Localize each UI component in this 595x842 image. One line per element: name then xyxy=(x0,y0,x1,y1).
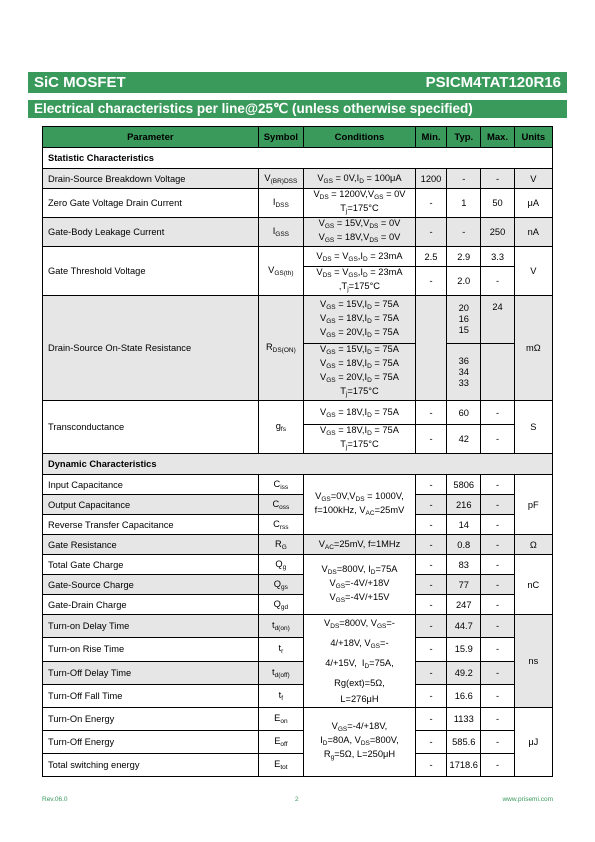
condition-cell: $V_{DS} = 1200V,V_{GS} = 0V$ $T_j=175^\circ C$ xyxy=(304,189,416,218)
col-header: Max. xyxy=(481,127,514,148)
param-cell: Turn-on Delay Time xyxy=(43,615,259,638)
typ-cell: 60 xyxy=(447,401,481,425)
footer-page-number: 2 xyxy=(295,796,299,803)
param-cell: Turn-On Energy xyxy=(43,708,259,731)
min-cell: - xyxy=(415,401,446,425)
min-cell: - xyxy=(415,515,446,535)
condition-cell: $V_{DS}=800V$, $V_{GS}=-$ 4/+18V, $V_{GS}=-$ 4/+15V, $I_D=75A$, Rg(ext)=5Ω, L=276μH xyxy=(304,615,416,708)
max-cell: - xyxy=(481,475,514,495)
unit-cell: S xyxy=(514,401,552,454)
table-row xyxy=(43,661,553,684)
section-label: Dynamic Characteristics xyxy=(43,454,553,475)
unit-cell: μJ xyxy=(514,708,552,777)
condition-cell: $V_{GS} = 15V,V_{DS} = 0V$ $V_{GS} = 18V,V_{DS} = 0V$ xyxy=(304,218,416,247)
typ-cell: 49.2 xyxy=(447,661,481,684)
title-bar xyxy=(28,72,567,93)
min-cell xyxy=(415,296,446,401)
col-header: Parameter xyxy=(43,127,259,148)
typ-cell: 77 xyxy=(447,575,481,595)
section-label: Statistic Characteristics xyxy=(43,148,553,169)
symbol-cell: $t_{d(off)}$ xyxy=(258,661,303,684)
unit-cell: V xyxy=(514,247,552,296)
typ-cell: 83 xyxy=(447,555,481,575)
symbol-cell: $E_{tot}$ xyxy=(258,754,303,777)
unit-cell: V xyxy=(514,169,552,189)
table-row xyxy=(43,515,553,535)
typ-cell: 585.6 xyxy=(447,731,481,754)
product-type: SiC MOSFET xyxy=(34,74,126,91)
symbol-cell: $V_{(BR)DSS}$ xyxy=(258,169,303,189)
typ-cell: 42 xyxy=(447,425,481,454)
min-cell: - xyxy=(415,495,446,515)
unit-cell: ns xyxy=(514,615,552,708)
symbol-cell: $C_{oss}$ xyxy=(258,495,303,515)
condition-cell: $V_{AC}=25mV$, f=1MHz xyxy=(304,535,416,555)
max-cell: - xyxy=(481,515,514,535)
min-cell: - xyxy=(415,661,446,684)
table-row xyxy=(43,296,553,344)
typ-cell: 14 xyxy=(447,515,481,535)
symbol-cell: $g_{fs}$ xyxy=(258,401,303,454)
col-header: Typ. xyxy=(447,127,481,148)
param-cell: Gate-Drain Charge xyxy=(43,595,259,615)
table-row xyxy=(43,495,553,515)
symbol-cell: $t_{d(on)}$ xyxy=(258,615,303,638)
section-row-static xyxy=(43,148,553,169)
symbol-cell: $E_{on}$ xyxy=(258,708,303,731)
max-cell: 3.3 xyxy=(481,247,514,267)
table-row xyxy=(43,731,553,754)
table-row xyxy=(43,189,553,218)
min-cell: - xyxy=(415,535,446,555)
max-cell: - xyxy=(481,615,514,638)
unit-cell: Ω xyxy=(514,535,552,555)
typ-cell: 5806 xyxy=(447,475,481,495)
max-cell: - xyxy=(481,535,514,555)
max-cell: 24 xyxy=(481,296,514,344)
table-row xyxy=(43,218,553,247)
footer-revision: Rev.06.0 xyxy=(42,796,68,803)
min-cell: - xyxy=(415,708,446,731)
symbol-cell: $C_{iss}$ xyxy=(258,475,303,495)
symbol-cell: $I_{GSS}$ xyxy=(258,218,303,247)
condition-cell: $V_{DS} = V_{GS},I_D = 23mA$ xyxy=(304,247,416,267)
param-cell: Turn-on Rise Time xyxy=(43,638,259,661)
min-cell: - xyxy=(415,475,446,495)
symbol-cell: $t_f$ xyxy=(258,684,303,707)
max-cell: - xyxy=(481,575,514,595)
max-cell: - xyxy=(481,169,514,189)
max-cell: - xyxy=(481,708,514,731)
typ-cell: 1133 xyxy=(447,708,481,731)
typ-cell: - xyxy=(447,169,481,189)
typ-cell: 44.7 xyxy=(447,615,481,638)
typ-cell: 2.0 xyxy=(447,267,481,296)
table-row xyxy=(43,555,553,575)
col-header: Min. xyxy=(415,127,446,148)
col-header: Units xyxy=(514,127,552,148)
condition-cell: $V_{DS}=800V$, $I_D=75A$ $V_{GS}=-4V/+18V$ $V_{GS}=-4V/+15V$ xyxy=(304,555,416,615)
condition-cell: $V_{DS} = V_{GS},I_D = 23mA$ $,T_j=175^\circ C$ xyxy=(304,267,416,296)
unit-cell: μA xyxy=(514,189,552,218)
table-row xyxy=(43,754,553,777)
condition-cell: $V_{GS} = 18V,I_D = 75A$ xyxy=(304,401,416,425)
max-cell: - xyxy=(481,661,514,684)
param-cell: Drain-Source Breakdown Voltage xyxy=(43,169,259,189)
max-cell: - xyxy=(481,425,514,454)
unit-cell: nC xyxy=(514,555,552,615)
table-row xyxy=(43,169,553,189)
symbol-cell: $R_G$ xyxy=(258,535,303,555)
table-row xyxy=(43,595,553,615)
min-cell: - xyxy=(415,218,446,247)
max-cell: - xyxy=(481,754,514,777)
max-cell: - xyxy=(481,684,514,707)
typ-cell: - xyxy=(447,218,481,247)
param-cell: Gate-Body Leakage Current xyxy=(43,218,259,247)
min-cell: - xyxy=(415,595,446,615)
section-title-bar xyxy=(28,100,567,118)
part-number: PSICM4TAT120R16 xyxy=(425,74,561,91)
param-cell: Transconductance xyxy=(43,401,259,454)
col-header: Conditions xyxy=(304,127,416,148)
symbol-cell: $C_{rss}$ xyxy=(258,515,303,535)
max-cell: 50 xyxy=(481,189,514,218)
table-header-row xyxy=(43,127,553,148)
typ-cell: 0.8 xyxy=(447,535,481,555)
table-row xyxy=(43,575,553,595)
condition-cell: $V_{GS} = 18V,I_D = 75A$ $T_j=175^\circ C$ xyxy=(304,425,416,454)
typ-cell: 1 xyxy=(447,189,481,218)
condition-cell: $V_{GS}=0V,V_{DS} = 1000V$, f=100kHz, $V_{AC}=25mV$ xyxy=(304,475,416,535)
param-cell: Output Capacitance xyxy=(43,495,259,515)
min-cell: - xyxy=(415,615,446,638)
symbol-cell: $Q_g$ xyxy=(258,555,303,575)
param-cell: Total Gate Charge xyxy=(43,555,259,575)
condition-cell: $V_{GS} = 15V,I_D = 75A$ $V_{GS} = 18V,I_D = 75A$ $V_{GS} = 20V,I_D = 75A$ $T_j=175^\circ C$ xyxy=(304,344,416,401)
max-cell: - xyxy=(481,555,514,575)
param-cell: Gate Threshold Voltage xyxy=(43,247,259,296)
max-cell: - xyxy=(481,595,514,615)
table-row xyxy=(43,475,553,495)
table-row xyxy=(43,684,553,707)
min-cell: - xyxy=(415,575,446,595)
min-cell: - xyxy=(415,638,446,661)
symbol-cell: $Q_{gs}$ xyxy=(258,575,303,595)
param-cell: Zero Gate Voltage Drain Current xyxy=(43,189,259,218)
param-cell: Turn-Off Delay Time xyxy=(43,661,259,684)
min-cell: - xyxy=(415,189,446,218)
electrical-characteristics-table xyxy=(42,126,553,777)
symbol-cell: $I_{DSS}$ xyxy=(258,189,303,218)
min-cell: - xyxy=(415,731,446,754)
symbol-cell: $t_r$ xyxy=(258,638,303,661)
typ-cell: 16.6 xyxy=(447,684,481,707)
max-cell: - xyxy=(481,267,514,296)
table-row xyxy=(43,247,553,267)
table-row xyxy=(43,708,553,731)
max-cell xyxy=(481,344,514,401)
typ-cell: 247 xyxy=(447,595,481,615)
section-title: Electrical characteristics per line@25℃ (unless otherwise specified) xyxy=(34,101,473,116)
max-cell: - xyxy=(481,495,514,515)
symbol-cell: $R_{DS(ON)}$ xyxy=(258,296,303,401)
max-cell: - xyxy=(481,638,514,661)
min-cell: 1200 xyxy=(415,169,446,189)
max-cell: 250 xyxy=(481,218,514,247)
param-cell: Gate-Source Charge xyxy=(43,575,259,595)
col-header: Symbol xyxy=(258,127,303,148)
footer-website-link[interactable]: www.prisemi.com xyxy=(502,796,553,803)
table-row xyxy=(43,638,553,661)
typ-cell: 216 xyxy=(447,495,481,515)
max-cell: - xyxy=(481,731,514,754)
min-cell: - xyxy=(415,425,446,454)
symbol-cell: $E_{off}$ xyxy=(258,731,303,754)
typ-cell: 1718.6 xyxy=(447,754,481,777)
min-cell: 2.5 xyxy=(415,247,446,267)
typ-cell: 20 16 15 xyxy=(447,296,481,344)
unit-cell: nA xyxy=(514,218,552,247)
unit-cell: mΩ xyxy=(514,296,552,401)
param-cell: Drain-Source On-State Resistance xyxy=(43,296,259,401)
typ-cell: 36 34 33 xyxy=(447,344,481,401)
table-row xyxy=(43,535,553,555)
typ-cell: 15.9 xyxy=(447,638,481,661)
typ-cell: 2.9 xyxy=(447,247,481,267)
condition-cell: $V_{GS}=-4/+18V$, $I_D=80A$, $V_{DS}=800V$, $R_g=5\Omega$, L=250μH xyxy=(304,708,416,777)
min-cell: - xyxy=(415,684,446,707)
symbol-cell: $V_{GS(th)}$ xyxy=(258,247,303,296)
unit-cell: pF xyxy=(514,475,552,535)
section-row-dynamic xyxy=(43,454,553,475)
max-cell: - xyxy=(481,401,514,425)
param-cell: Input Capacitance xyxy=(43,475,259,495)
param-cell: Gate Resistance xyxy=(43,535,259,555)
param-cell: Reverse Transfer Capacitance xyxy=(43,515,259,535)
condition-cell: $V_{GS} = 0V,I_D = 100\mu A$ xyxy=(304,169,416,189)
condition-cell: $V_{GS} = 15V,I_D = 75A$ $V_{GS} = 18V,I_D = 75A$ $V_{GS} = 20V,I_D = 75A$ xyxy=(304,296,416,344)
min-cell: - xyxy=(415,555,446,575)
min-cell: - xyxy=(415,754,446,777)
table-row xyxy=(43,401,553,425)
param-cell: Turn-Off Fall Time xyxy=(43,684,259,707)
min-cell: - xyxy=(415,267,446,296)
symbol-cell: $Q_{gd}$ xyxy=(258,595,303,615)
table-row xyxy=(43,615,553,638)
param-cell: Total switching energy xyxy=(43,754,259,777)
param-cell: Turn-Off Energy xyxy=(43,731,259,754)
